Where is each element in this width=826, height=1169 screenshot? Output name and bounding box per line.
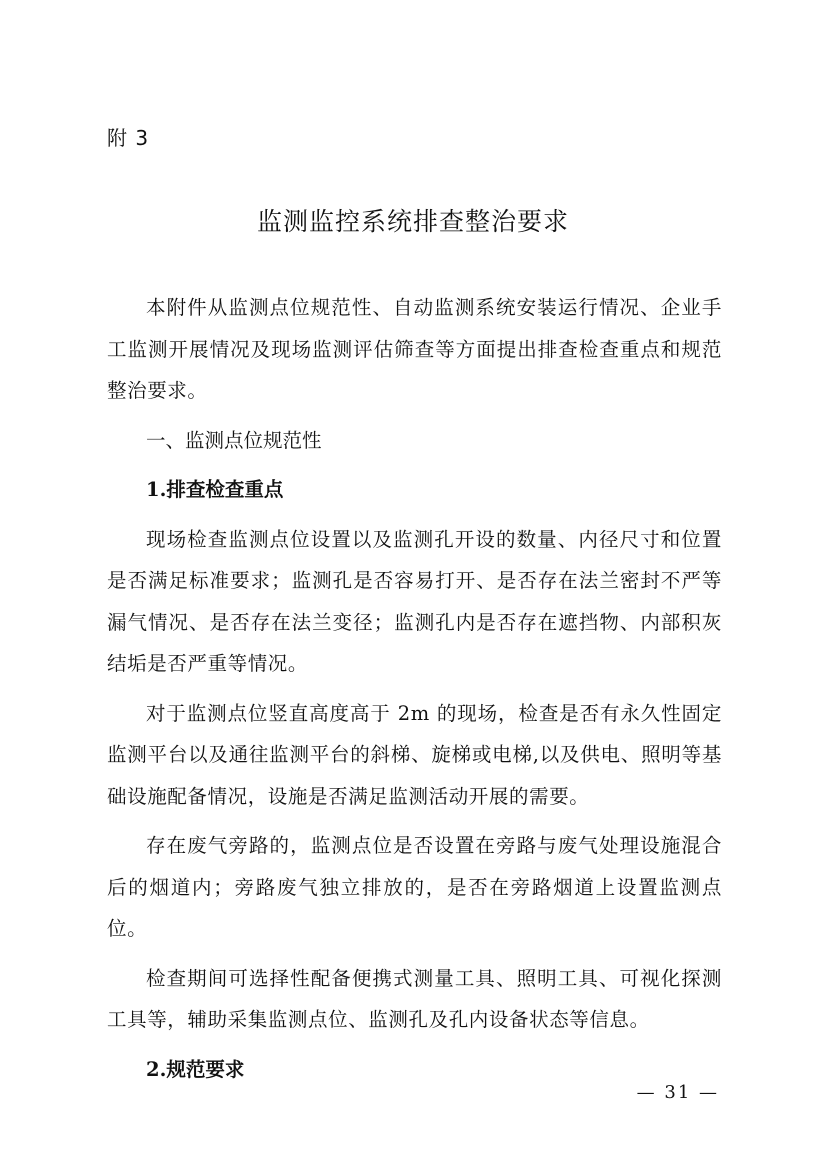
- subsection-heading: 2.规范要求: [146, 1057, 245, 1081]
- page-title: 监测监控系统排查整治要求: [256, 207, 569, 236]
- annex-label: 附 3: [107, 126, 150, 150]
- subsection-heading: 1.排查检查重点: [146, 478, 284, 501]
- section-heading: 一、监测点位规范性: [146, 428, 322, 452]
- body-paragraph: 对于监测点位竖直高度高于 2m 的现场，检查是否有永久性固定监测平台以及通往监测平台的斜梯、旋梯或电梯,以及供电、照明等基础设施配备情况，设施是否满足监测活动开展的需要。: [107, 701, 722, 808]
- page-number: — 31 —: [636, 1082, 719, 1103]
- intro-paragraph: 本附件从监测点位规范性、自动监测系统安装运行情况、企业手工监测开展情况及现场监测评估筛查等方面提出排查检查重点和规范整治要求。: [107, 296, 722, 402]
- body-paragraph: 检查期间可选择性配备便携式测量工具、照明工具、可视化探测工具等，辅助采集监测点位、监测孔及孔内设备状态等信息。: [107, 966, 722, 1031]
- body-paragraph: 存在废气旁路的，监测点位是否设置在旁路与废气处理设施混合后的烟道内；旁路废气独立排放的，是否在旁路烟道上设置监测点位。: [107, 834, 722, 940]
- body-paragraph: 现场检查监测点位设置以及监测孔开设的数量、内径尺寸和位置是否满足标准要求；监测孔是否容易打开、是否存在法兰密封不严等漏气情况、是否存在法兰变径；监测孔内是否存在遮挡物、内部积灰结垢是否严重等情况。: [107, 527, 722, 675]
- document-body: [107, 287, 722, 1098]
